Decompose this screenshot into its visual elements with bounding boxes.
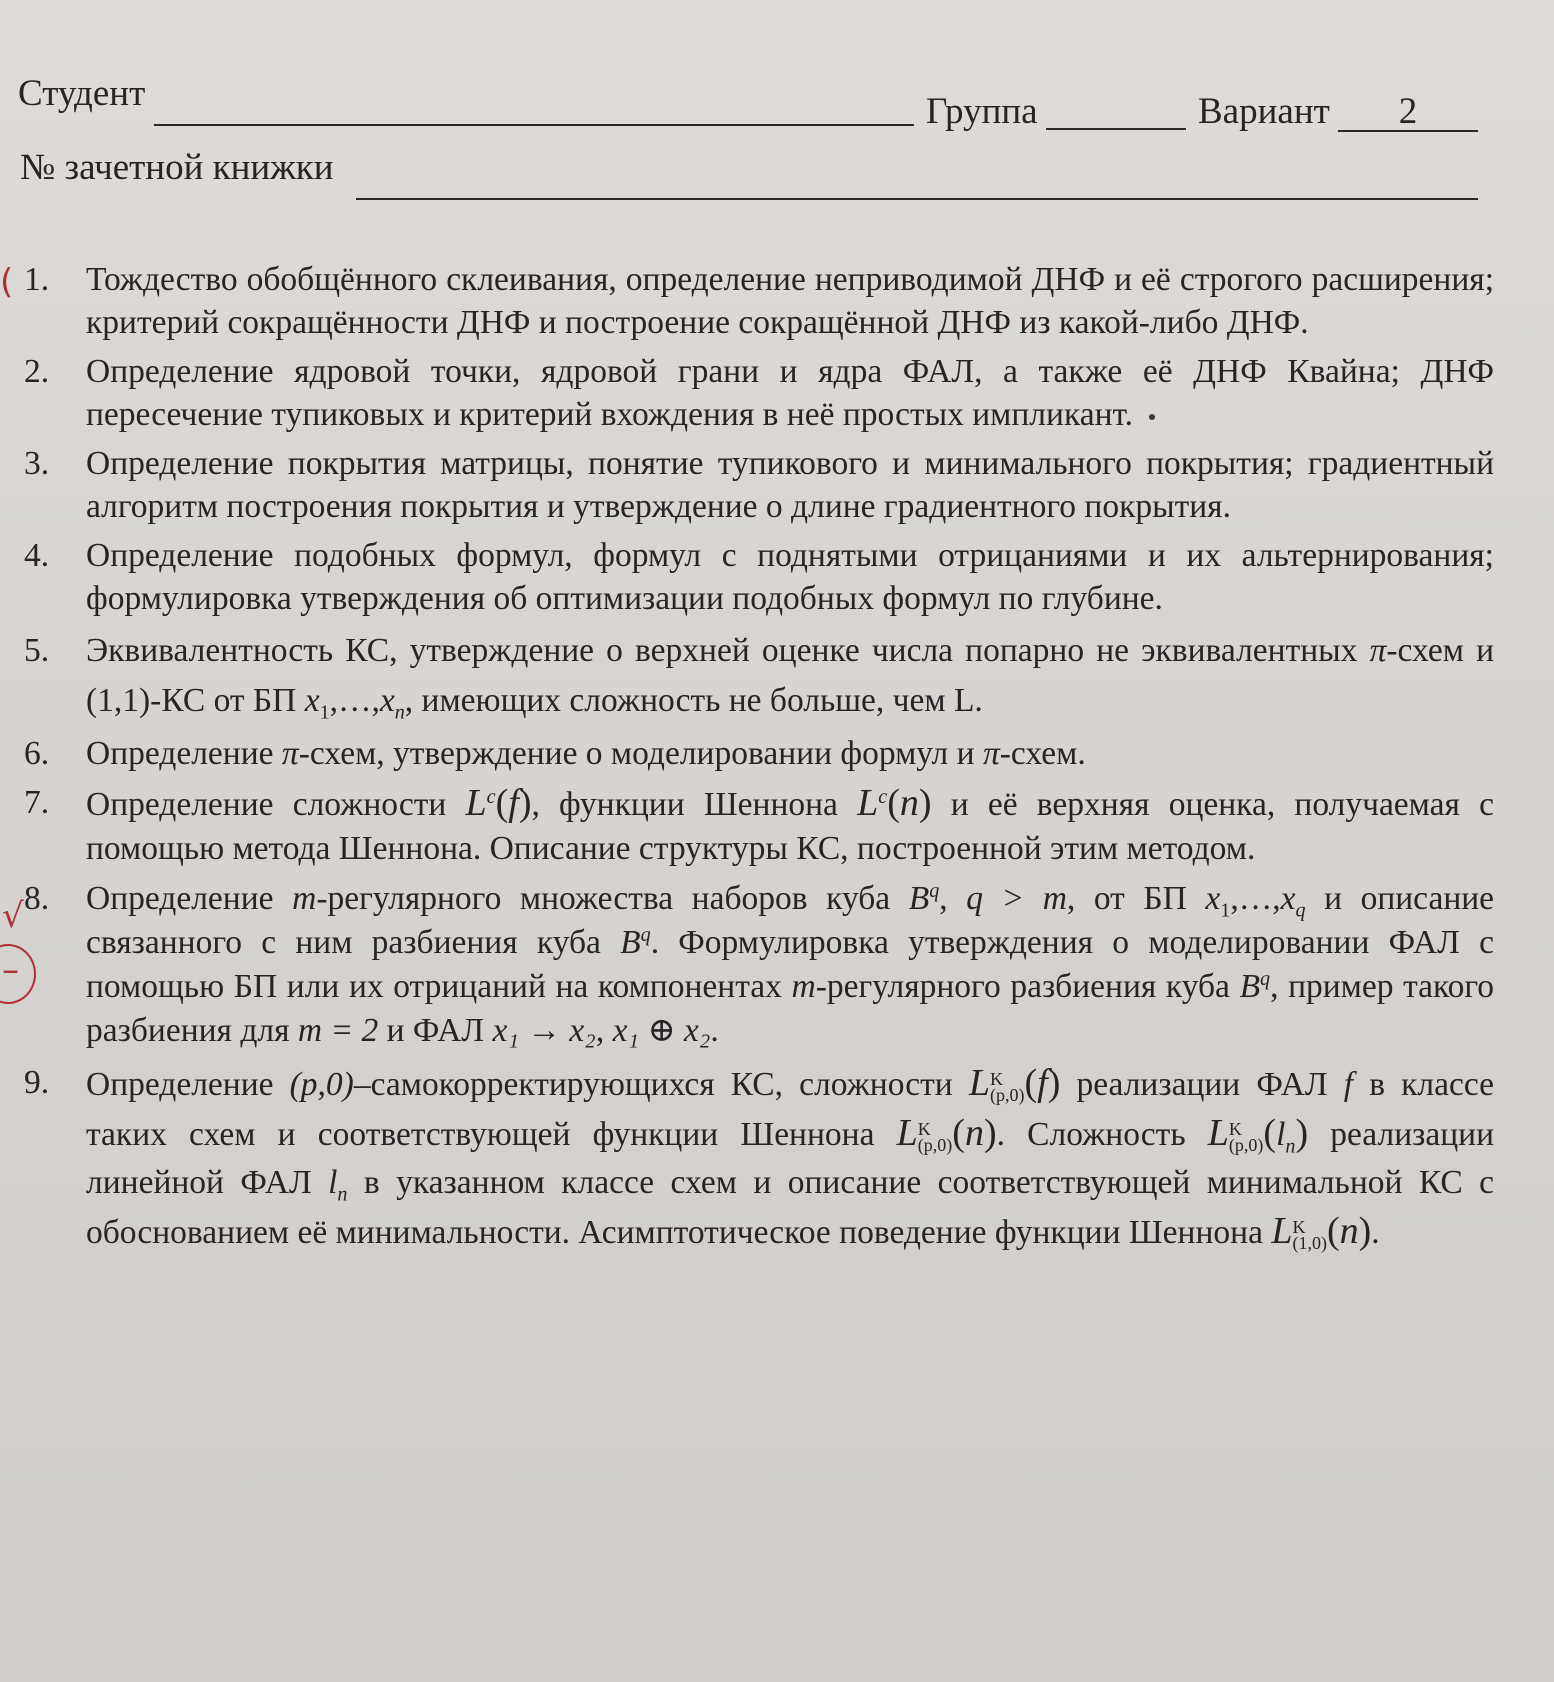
question-2 (24, 350, 1494, 436)
math-m-equals: m = 2 (297, 1012, 379, 1049)
superscript: c (486, 785, 496, 808)
math-n: n (1339, 1210, 1359, 1252)
question-9: 9. Определение (p,0)–самокорректирующихся КС, сложности L K (p,0) (f) реализации ФАЛ f в классе таких схем и соответствующей функции Шеннона L K (p,0) (n). Сложность L K (p,0) $(l_n)$ реализации линейной ФАЛ $l_n$ в указанном классе схем и описание соответствующей минимальной КС с обоснованием её минимальности. Асимптотическое поведение функции Шеннона L K (1,0) (n). (24, 1059, 1494, 1257)
student-label: Студент (18, 73, 146, 114)
question-text: Определение подобных формул, формул с поднятыми отрицаниями и их альтернирования; формулировка утверждения об оптимизации подобных формул по глубине. (86, 537, 1494, 617)
ellipsis: ,…, (329, 682, 380, 719)
group-line (1046, 128, 1186, 130)
question-number: 6. (24, 735, 50, 772)
question-6 (24, 732, 1494, 775)
math-L: L (896, 1112, 918, 1154)
subscript: 1 (319, 701, 330, 724)
math-f: f (1037, 1062, 1048, 1104)
superscript: K (917, 1119, 931, 1140)
question-text: –самокорректирующихся КС, сложности (353, 1066, 953, 1103)
superscript: q (1260, 967, 1271, 990)
variant-label: Вариант (1198, 91, 1330, 132)
question-text: , функции Шеннона (531, 786, 838, 823)
math-l: l (328, 1164, 338, 1201)
math-m: m (791, 968, 816, 1005)
question-number: 3. (24, 445, 50, 482)
math-B: B (1239, 968, 1261, 1005)
math-L: L (1271, 1210, 1293, 1252)
question-number: 9. (24, 1064, 50, 1101)
question-text: Определение (86, 1066, 274, 1103)
math-m: m (292, 880, 317, 917)
question-number: 5. (24, 632, 50, 669)
math-L: L (857, 782, 879, 824)
question-text: -регулярного разбиения куба (815, 968, 1230, 1005)
question-number: 1. (24, 261, 50, 298)
math-L: L (1207, 1112, 1229, 1154)
math-B: B (908, 880, 930, 917)
math-n: n (964, 1112, 984, 1154)
variant-value: 2 (1398, 91, 1418, 132)
question-text: Определение (86, 735, 274, 772)
question-text: Эквивалентность КС, утверждение о верхней оценке числа попарно не эквивалентных (86, 632, 1358, 669)
math-xor: x₁ ⊕ x₂ (612, 1012, 711, 1049)
ink-dot (1149, 414, 1155, 420)
subscript: 1 (1220, 899, 1231, 922)
question-text: Тождество обобщённого склеивания, определение неприводимой ДНФ и её строгого расширения; критерий сокращённости ДНФ и построение сокращённой ДНФ из какой-либо ДНФ. (86, 261, 1494, 341)
question-text: , пример такого разбиения для (86, 968, 1495, 1049)
variable-x: x (379, 682, 395, 719)
question-text: -схем. (999, 735, 1086, 772)
group-label: Группа (926, 91, 1038, 132)
question-text: . Формулировка утверждения о моделировании ФАЛ с помощью БП или их отрицаний на компонентах (86, 924, 1495, 1005)
question-text: и её верхняя оценка, получаемая с помощью метода Шеннона. Описание структуры КС, построенной этим методом. (86, 786, 1494, 867)
question-4 (24, 534, 1494, 620)
subscript: q (1295, 899, 1306, 922)
question-text: в указанном классе схем и описание соответствующей минимальной КС с обоснованием её минимальности. Асимптотическое поведение функции Шеннона (86, 1164, 1495, 1251)
question-text: Определение (86, 880, 274, 917)
subscript: (p,0) (990, 1085, 1025, 1106)
question-text: и ФАЛ (386, 1012, 485, 1049)
subscript: n (394, 701, 405, 724)
question-number: 2. (24, 353, 50, 390)
question-list (24, 258, 1494, 1263)
question-text: Определение покрытия матрицы, понятие тупикового и минимального покрытия; градиентный алгоритм построения покрытия и утверждение о длине градиентного покрытия. (86, 445, 1494, 525)
variable-x: x (304, 682, 320, 719)
math-l: l (1276, 1116, 1286, 1153)
math-n: n (899, 782, 919, 824)
question-text: Определение ядровой точки, ядровой грани и ядра ФАЛ, а также её ДНФ Квайна; ДНФ пересечение тупиковых и критерий вхождения в неё простых импликант. (86, 353, 1494, 433)
question-text: реализации линейной ФАЛ (86, 1116, 1495, 1201)
superscript: K (1292, 1217, 1306, 1238)
question-text: , от БП (1066, 880, 1187, 917)
subscript: n (337, 1183, 348, 1206)
question-text: Сложность (1027, 1116, 1186, 1153)
record-book-label: № зачетной книжки (20, 147, 334, 188)
student-name-line (154, 124, 914, 126)
question-text: и описание связанного с ним разбиения куба (86, 880, 1495, 961)
subscript: (p,0) (917, 1135, 953, 1156)
question-number: 4. (24, 537, 50, 574)
variable-x: x (1205, 880, 1221, 917)
pi-symbol: π (281, 735, 299, 772)
math-L: L (968, 1062, 990, 1104)
question-text: -схем и (1,1)-КС от БП (86, 632, 1495, 719)
question-text: реализации ФАЛ (1076, 1066, 1328, 1103)
superscript: K (1228, 1119, 1242, 1140)
question-number: 7. (24, 784, 50, 821)
subscript: (1,0) (1292, 1233, 1327, 1254)
question-1 (24, 258, 1494, 344)
question-text: -схем, утверждение о моделировании формул и (298, 735, 975, 772)
math-condition: q > m (966, 880, 1067, 917)
margin-bracket-1: ( (0, 262, 14, 302)
math-f: f (508, 782, 519, 824)
record-book-line (356, 198, 1478, 200)
subscript: n (1285, 1135, 1296, 1158)
question-text: -регулярного множества наборов куба (316, 880, 891, 917)
math-B: B (620, 924, 641, 961)
superscript: K (990, 1069, 1003, 1090)
question-7: 7. Определение сложности $L^c(f)$, функции Шеннона $L^c(n)$ и её верхняя оценка, получаемая с помощью метода Шеннона. Описание структуры КС, построенной этим методом. (24, 782, 1494, 867)
question-5 (24, 626, 1494, 726)
math-p0: (p,0) (289, 1066, 354, 1103)
superscript: c (878, 785, 888, 808)
question-number: 8. (24, 880, 50, 917)
minus-mark-7: – (2, 950, 19, 990)
math-f: f (1343, 1066, 1354, 1103)
superscript: q (929, 879, 940, 902)
math-L: L (465, 782, 487, 824)
question-text: Определение сложности (86, 786, 447, 823)
subscript: (p,0) (1228, 1135, 1264, 1156)
pi-symbol: π (982, 735, 1000, 772)
check-mark-6: √ (2, 896, 24, 936)
variable-x: x (1280, 880, 1296, 917)
question-text: в классе таких схем и соответствующей функции Шеннона (86, 1066, 1495, 1153)
superscript: q (640, 923, 651, 946)
question-8: 8. Определение m-регулярного множества наборов куба $B^q$, q > m, от БП $x_1,\dots,x_q$ и описание связанного с ним разбиения куба $B^q$. Формулировка утверждения о моделировании ФАЛ с помощью БП или их отрицаний на компонентах m-регулярного разбиения куба $B^q$, пример такого разбиения для m = 2 и ФАЛ x₁ → x₂, x₁ ⊕ x₂. (24, 877, 1494, 1053)
math-implication: x₁ → x₂ (492, 1012, 596, 1049)
pi-symbol: π (1369, 632, 1387, 669)
question-text: , имеющих сложность не больше, чем L. (404, 682, 983, 719)
question-3 (24, 442, 1494, 528)
